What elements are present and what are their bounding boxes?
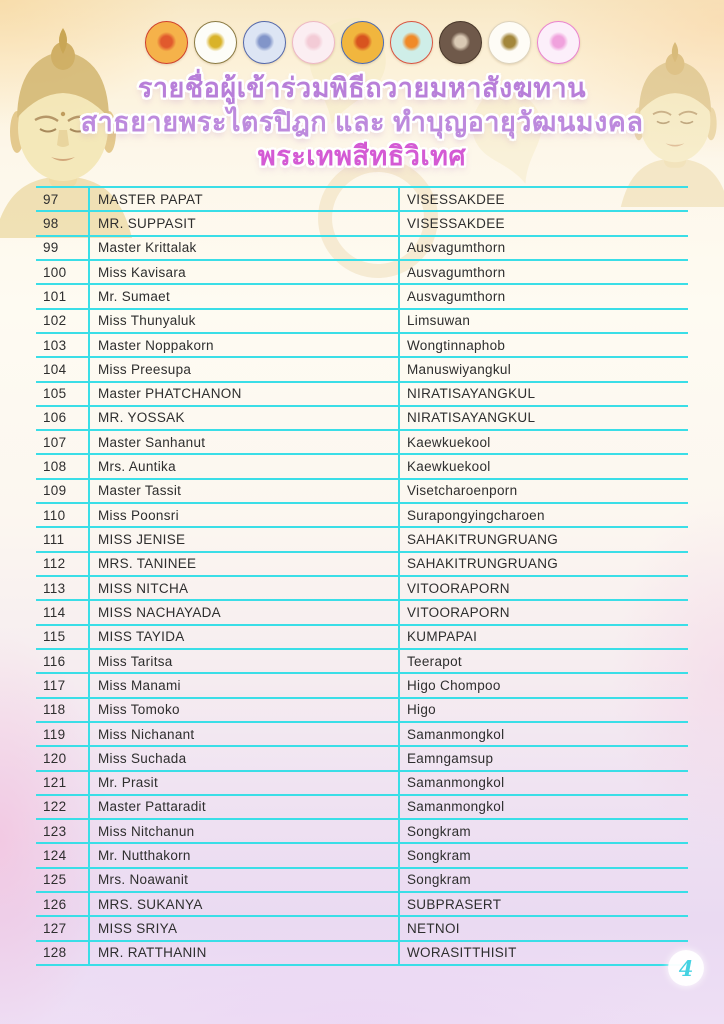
row-number: 121 xyxy=(43,775,67,791)
first-name: Mr. Sumaet xyxy=(98,288,171,304)
first-name: MISS JENISE xyxy=(98,532,186,548)
table-row xyxy=(36,528,688,552)
first-name: Miss Taritsa xyxy=(98,653,173,669)
first-name: MR. YOSSAK xyxy=(98,410,185,426)
last-name: WORASITTHISIT xyxy=(407,945,517,961)
first-name: Mrs. Auntika xyxy=(98,459,176,475)
last-name: Higo xyxy=(407,702,436,718)
last-name: Samanmongkol xyxy=(407,726,505,742)
first-name: MRS. SUKANYA xyxy=(98,896,203,912)
row-number: 123 xyxy=(43,823,67,839)
last-name: Surapongyingcharoen xyxy=(407,507,545,523)
blue-temple-emblem xyxy=(243,21,286,64)
last-name: Wongtinnaphob xyxy=(407,337,506,353)
table-row xyxy=(36,455,688,479)
row-number: 97 xyxy=(43,191,59,207)
first-name: MRS. TANINEE xyxy=(98,556,197,572)
last-name: Songkram xyxy=(407,872,471,888)
table-row xyxy=(36,796,688,820)
title-line-2: สาธยายพระไตรปิฎก และ ทำบุญอายุวัฒนมงคล xyxy=(80,107,644,137)
first-name: Mr. Nutthakorn xyxy=(98,848,191,864)
table-row xyxy=(36,601,688,625)
page-number: 4 xyxy=(678,955,694,981)
table-row xyxy=(36,553,688,577)
last-name: SUBPRASERT xyxy=(407,896,502,912)
title-line-3: พระเทพสีทธิวิเทศ xyxy=(257,141,467,171)
table-row xyxy=(36,383,688,407)
last-name: Manuswiyangkul xyxy=(407,361,511,377)
first-name: Master Pattaradit xyxy=(98,799,206,815)
last-name: Teerapot xyxy=(407,653,462,669)
last-name: VISESSAKDEE xyxy=(407,215,505,231)
row-number: 109 xyxy=(43,483,67,499)
row-number: 116 xyxy=(43,653,66,669)
row-number: 99 xyxy=(43,240,59,256)
first-name: MISS SRIYA xyxy=(98,921,178,937)
table-row xyxy=(36,917,688,941)
table-row xyxy=(36,261,688,285)
title-line-1: รายชื่อผู้เข้าร่วมพิธีถวายมหาสังฆทาน xyxy=(137,73,587,103)
last-name: NETNOI xyxy=(407,921,460,937)
last-name: KUMPAPAI xyxy=(407,629,478,645)
first-name: Miss Manami xyxy=(98,677,181,693)
row-number: 124 xyxy=(43,848,67,864)
last-name: Kaewkuekool xyxy=(407,459,491,475)
table-row xyxy=(36,407,688,431)
table-row xyxy=(36,942,688,966)
gold-crest-emblem xyxy=(194,21,237,64)
last-name: Ausvagumthorn xyxy=(407,288,506,304)
row-number: 127 xyxy=(43,921,67,937)
row-number: 114 xyxy=(43,604,66,620)
table-row xyxy=(36,431,688,455)
last-name: VISESSAKDEE xyxy=(407,191,505,207)
page-number-badge xyxy=(668,950,704,986)
table-row xyxy=(36,480,688,504)
gold-stupa-emblem xyxy=(488,21,531,64)
table-row xyxy=(36,626,688,650)
dhamma-wheel-red-emblem xyxy=(145,21,188,64)
attendee-table-body xyxy=(36,188,688,966)
table-row xyxy=(36,844,688,868)
row-number: 117 xyxy=(43,677,66,693)
table-row xyxy=(36,699,688,723)
dark-brown-seal-emblem xyxy=(439,21,482,64)
first-name: Miss Preesupa xyxy=(98,361,192,377)
first-name: Mrs. Noawanit xyxy=(98,872,189,888)
table-row xyxy=(36,237,688,261)
first-name: MISS NITCHA xyxy=(98,580,189,596)
table-row xyxy=(36,650,688,674)
page-title xyxy=(0,71,724,173)
table-row xyxy=(36,310,688,334)
column-divider-2 xyxy=(398,188,400,966)
first-name: Miss Nichanant xyxy=(98,726,195,742)
row-number: 128 xyxy=(43,945,67,961)
first-name: Master PHATCHANON xyxy=(98,386,242,402)
pink-magenta-seal-emblem xyxy=(537,21,580,64)
emblem-row xyxy=(0,21,724,64)
row-number: 101 xyxy=(43,288,67,304)
first-name: Mr. Prasit xyxy=(98,775,159,791)
row-number: 126 xyxy=(43,896,67,912)
row-number: 107 xyxy=(43,434,67,450)
row-number: 103 xyxy=(43,337,67,353)
row-number: 102 xyxy=(43,313,67,329)
table-row xyxy=(36,212,688,236)
table-row xyxy=(36,723,688,747)
row-number: 105 xyxy=(43,386,67,402)
last-name: Songkram xyxy=(407,848,471,864)
pale-pink-seal-emblem xyxy=(292,21,335,64)
last-name: Samanmongkol xyxy=(407,775,505,791)
last-name: SAHAKITRUNGRUANG xyxy=(407,556,559,572)
teal-lotus-emblem xyxy=(390,21,433,64)
table-row xyxy=(36,772,688,796)
last-name: Limsuwan xyxy=(407,313,471,329)
last-name: VITOORAPORN xyxy=(407,580,510,596)
first-name: MASTER PAPAT xyxy=(98,191,203,207)
table-row xyxy=(36,285,688,309)
first-name: MR. SUPPASIT xyxy=(98,215,196,231)
first-name: Miss Suchada xyxy=(98,750,187,766)
table-row xyxy=(36,504,688,528)
table-row xyxy=(36,577,688,601)
last-name: Kaewkuekool xyxy=(407,434,491,450)
row-number: 110 xyxy=(43,507,66,523)
table-row xyxy=(36,869,688,893)
last-name: Visetcharoenporn xyxy=(407,483,518,499)
table-row xyxy=(36,820,688,844)
first-name: Miss Nitchanun xyxy=(98,823,195,839)
row-number: 122 xyxy=(43,799,67,815)
attendee-table xyxy=(36,186,688,966)
last-name: Songkram xyxy=(407,823,471,839)
row-number: 100 xyxy=(43,264,67,280)
row-number: 106 xyxy=(43,410,67,426)
row-number: 108 xyxy=(43,459,67,475)
orange-blue-ring-emblem xyxy=(341,21,384,64)
last-name: VITOORAPORN xyxy=(407,604,510,620)
table-row xyxy=(36,334,688,358)
last-name: SAHAKITRUNGRUANG xyxy=(407,532,559,548)
table-row xyxy=(36,747,688,771)
row-number: 98 xyxy=(43,215,59,231)
last-name: Eamngamsup xyxy=(407,750,494,766)
first-name: MR. RATTHANIN xyxy=(98,945,207,961)
first-name: MISS TAYIDA xyxy=(98,629,185,645)
first-name: Master Sanhanut xyxy=(98,434,206,450)
first-name: Master Noppakorn xyxy=(98,337,214,353)
row-number: 113 xyxy=(43,580,66,596)
first-name: Miss Kavisara xyxy=(98,264,186,280)
table-row xyxy=(36,188,688,212)
row-number: 115 xyxy=(43,629,66,645)
first-name: Master Tassit xyxy=(98,483,182,499)
row-number: 125 xyxy=(43,872,67,888)
row-number: 118 xyxy=(43,702,66,718)
row-number: 112 xyxy=(43,556,66,572)
first-name: Miss Poonsri xyxy=(98,507,179,523)
first-name: Miss Thunyaluk xyxy=(98,313,196,329)
last-name: NIRATISAYANGKUL xyxy=(407,410,536,426)
row-number: 111 xyxy=(43,532,65,548)
last-name: NIRATISAYANGKUL xyxy=(407,386,536,402)
first-name: Miss Tomoko xyxy=(98,702,180,718)
last-name: Samanmongkol xyxy=(407,799,505,815)
last-name: Ausvagumthorn xyxy=(407,264,506,280)
table-row xyxy=(36,674,688,698)
row-number: 119 xyxy=(43,726,66,742)
row-number: 120 xyxy=(43,750,67,766)
last-name: Ausvagumthorn xyxy=(407,240,506,256)
first-name: MISS NACHAYADA xyxy=(98,604,221,620)
table-row xyxy=(36,358,688,382)
first-name: Master Krittalak xyxy=(98,240,197,256)
table-row xyxy=(36,893,688,917)
last-name: Higo Chompoo xyxy=(407,677,501,693)
row-number: 104 xyxy=(43,361,67,377)
column-divider-1 xyxy=(88,188,90,966)
